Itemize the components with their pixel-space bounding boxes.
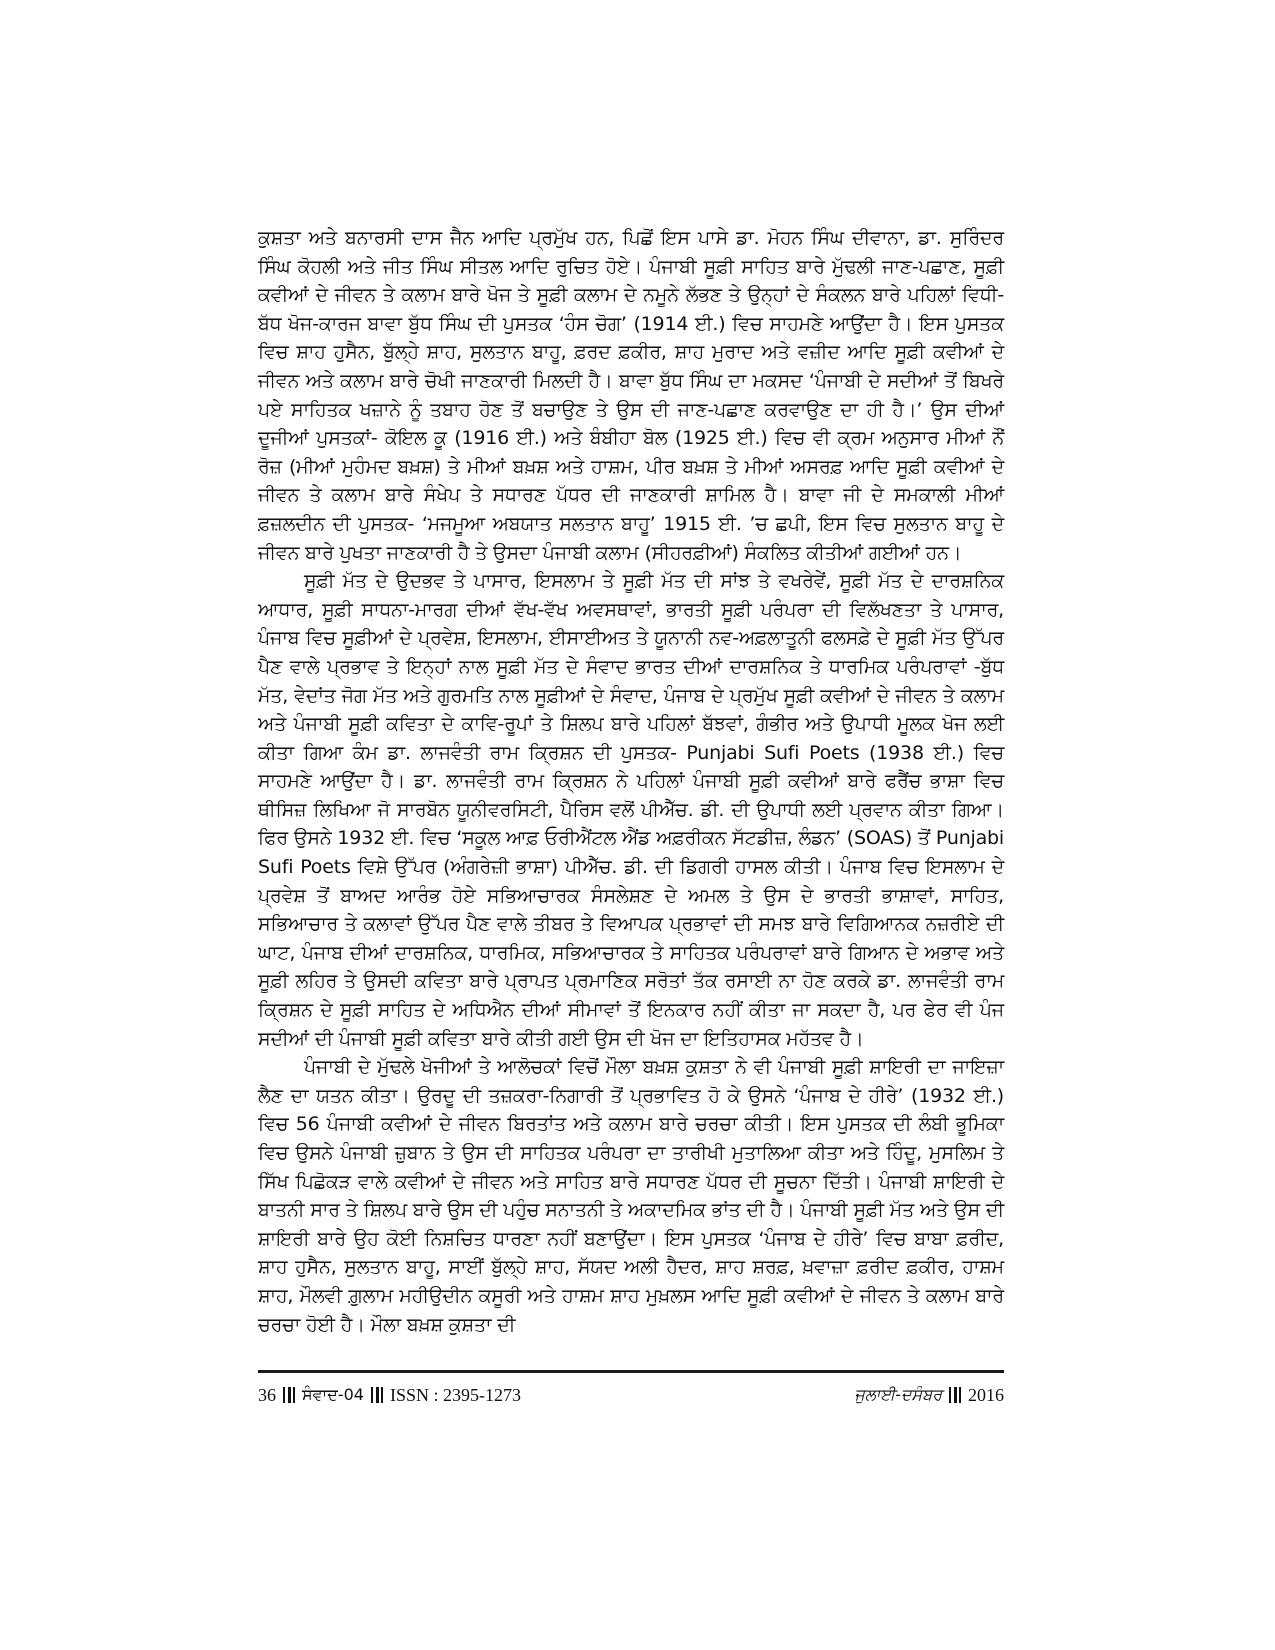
footer-left xyxy=(258,1385,521,1406)
paragraph-2: ਸੂਫ਼ੀ ਮੱਤ ਦੇ ਉਦਭਵ ਤੇ ਪਾਸਾਰ, ਇਸਲਾਮ ਤੇ ਸੂਫ਼ੀ ਮੱਤ ਦੀ ਸਾਂਝ ਤੇ ਵਖਰੇਵੇਂ, ਸੂਫ਼ੀ ਮੱਤ ਦੇ ਦਾਰਸ਼ਨਿਕ ਆਧਾਰ, ਸੂਫ਼ੀ ਸਾਧਨਾ-ਮਾਰਗ ਦੀਆਂ ਵੱਖ-ਵੱਖ ਅਵਸਥਾਵਾਂ, ਭਾਰਤੀ ਸੂਫ਼ੀ ਪਰੰਪਰਾ ਦੀ ਵਿਲੱਖਣਤਾ ਤੇ ਪਾਸਾਰ, ਪੰਜਾਬ ਵਿਚ ਸੂਫ਼ੀਆਂ ਦੇ ਪ੍ਰਵੇਸ਼, ਇਸਲਾਮ, ਈਸਾਈਅਤ ਤੇ ਯੂਨਾਨੀ ਨਵ-ਅਫ਼ਲਾਤੂਨੀ ਫਲਸਫ਼ੇ ਦੇ ਸੂਫ਼ੀ ਮੱਤ ਉੱਪਰ ਪੈਣ ਵਾਲੇ ਪ੍ਰਭਾਵ ਤੇ ਇਨ੍ਹਾਂ ਨਾਲ ਸੂਫ਼ੀ ਮੱਤ ਦੇ ਸੰਵਾਦ ਭਾਰਤ ਦੀਆਂ ਦਾਰਸ਼ਨਿਕ ਤੇ ਧਾਰਮਿਕ ਪਰੰਪਰਾਵਾਂ -ਬੁੱਧ ਮੱਤ, ਵੇਦਾਂਤ ਜੋਗ ਮੱਤ ਅਤੇ ਗੁਰਮਤਿ ਨਾਲ ਸੂਫ਼ੀਆਂ ਦੇ ਸੰਵਾਦ, ਪੰਜਾਬ ਦੇ ਪ੍ਰਮੁੱਖ ਸੂਫ਼ੀ ਕਵੀਆਂ ਦੇ ਜੀਵਨ ਤੇ ਕਲਾਮ ਅਤੇ ਪੰਜਾਬੀ ਸੂਫ਼ੀ ਕਵਿਤਾ ਦੇ ਕਾਵਿ-ਰੂਪਾਂ ਤੇ ਸ਼ਿਲਪ ਬਾਰੇ ਪਹਿਲਾਂ ਬੱਝਵਾਂ, ਗੰਭੀਰ ਅਤੇ ਉਪਾਧੀ ਮੂਲਕ ਖੋਜ ਲਈ ਕੀਤਾ ਗਿਆ ਕੰਮ ਡਾ. ਲਾਜਵੰਤੀ ਰਾਮ ਕ੍ਰਿਸ਼ਨ ਦੀ ਪੁਸਤਕ- Punjabi Sufi Poets (1938 ਈ.) ਵਿਚ ਸਾਹਮਣੇ ਆਉਂਦਾ ਹੈ। ਡਾ. ਲਾਜਵੰਤੀ ਰਾਮ ਕ੍ਰਿਸ਼ਨ ਨੇ ਪਹਿਲਾਂ ਪੰਜਾਬੀ ਸੂਫ਼ੀ ਕਵੀਆਂ ਬਾਰੇ ਫਰੈਂਚ ਭਾਸ਼ਾ ਵਿਚ ਥੀਸਿਜ਼ ਲਿਖਿਆ ਜੋ ਸਾਰਬੋਨ ਯੂਨੀਵਰਸਿਟੀ, ਪੈਰਿਸ ਵਲੋਂ ਪੀਐੱਚ. ਡੀ. ਦੀ ਉਪਾਧੀ ਲਈ ਪ੍ਰਵਾਨ ਕੀਤਾ ਗਿਆ। ਫਿਰ ਉਸਨੇ 1932 ਈ. ਵਿਚ ‘ਸਕੂਲ ਆਫ਼ ਓਰੀਐਂਟਲ ਐਂਡ ਅਫ਼ਰੀਕਨ ਸੱਟਡੀਜ਼, ਲੰਡਨ’ (SOAS) ਤੋਂ Punjabi Sufi Poets ਵਿਸ਼ੇ ਉੱਪਰ (ਅੰਗਰੇਜ਼ੀ ਭਾਸ਼ਾ) ਪੀਐੱਚ. ਡੀ. ਦੀ ਡਿਗਰੀ ਹਾਸਲ ਕੀਤੀ। ਪੰਜਾਬ ਵਿਚ ਇਸਲਾਮ ਦੇ ਪ੍ਰਵੇਸ਼ ਤੋਂ ਬਾਅਦ ਆਰੰਭ ਹੋਏ ਸਭਿਆਚਾਰਕ ਸੰਸਲੇਸ਼ਣ ਦੇ ਅਮਲ ਤੇ ਉਸ ਦੇ ਭਾਰਤੀ ਭਾਸ਼ਾਵਾਂ, ਸਾਹਿਤ, ਸਭਿਆਚਾਰ ਤੇ ਕਲਾਵਾਂ ਉੱਪਰ ਪੈਣ ਵਾਲੇ ਤੀਬਰ ਤੇ ਵਿਆਪਕ ਪ੍ਰਭਾਵਾਂ ਦੀ ਸਮਝ ਬਾਰੇ ਵਿਗਿਆਨਕ ਨਜ਼ਰੀਏ ਦੀ ਘਾਟ, ਪੰਜਾਬ ਦੀਆਂ ਦਾਰਸ਼ਨਿਕ, ਧਾਰਮਿਕ, ਸਭਿਆਚਾਰਕ ਤੇ ਸਾਹਿਤਕ ਪਰੰਪਰਾਵਾਂ ਬਾਰੇ ਗਿਆਨ ਦੇ ਅਭਾਵ ਅਤੇ ਸੂਫ਼ੀ ਲਹਿਰ ਤੇ ਉਸਦੀ ਕਵਿਤਾ ਬਾਰੇ ਪ੍ਰਾਪਤ ਪ੍ਰਮਾਣਿਕ ਸਰੋਤਾਂ ਤੱਕ ਰਸਾਈ ਨਾ ਹੋਣ ਕਰਕੇ ਡਾ. ਲਾਜਵੰਤੀ ਰਾਮ ਕ੍ਰਿਸ਼ਨ ਦੇ ਸੂਫ਼ੀ ਸਾਹਿਤ ਦੇ ਅਧਿਐਨ ਦੀਆਂ ਸੀਮਾਵਾਂ ਤੋਂ ਇਨਕਾਰ ਨਹੀਂ ਕੀਤਾ ਜਾ ਸਕਦਾ ਹੈ, ਪਰ ਫੇਰ ਵੀ ਪੰਜ ਸਦੀਆਂ ਦੀ ਪੰਜਾਬੀ ਸੂਫ਼ੀ ਕਵਿਤਾ ਬਾਰੇ ਕੀਤੀ ਗਈ ਉਸ ਦੀ ਖੋਜ ਦਾ ਇਤਿਹਾਸਕ ਮਹੱਤਵ ਹੈ। xyxy=(258,570,1004,1050)
footer-divider xyxy=(258,1370,1004,1373)
separator-icon xyxy=(949,1387,961,1403)
paragraph-3: ਪੰਜਾਬੀ ਦੇ ਮੁੱਢਲੇ ਖੋਜੀਆਂ ਤੇ ਆਲੋਚਕਾਂ ਵਿਚੋਂ ਮੌਲਾ ਬਖ਼ਸ਼ ਕੁਸ਼ਤਾ ਨੇ ਵੀ ਪੰਜਾਬੀ ਸੂਫ਼ੀ ਸ਼ਾਇਰੀ ਦਾ ਜਾਇਜ਼ਾ ਲੈਣ ਦਾ ਯਤਨ ਕੀਤਾ। ਉਰਦੂ ਦੀ ਤਜ਼ਕਰਾ-ਨਿਗਾਰੀ ਤੋਂ ਪ੍ਰਭਾਵਿਤ ਹੋ ਕੇ ਉਸਨੇ ‘ਪੰਜਾਬ ਦੇ ਹੀਰੇ’ (1932 ਈ.) ਵਿਚ 56 ਪੰਜਾਬੀ ਕਵੀਆਂ ਦੇ ਜੀਵਨ ਬਿਰਤਾਂਤ ਅਤੇ ਕਲਾਮ ਬਾਰੇ ਚਰਚਾ ਕੀਤੀ। ਇਸ ਪੁਸਤਕ ਦੀ ਲੰਬੀ ਭੂਮਿਕਾ ਵਿਚ ਉਸਨੇ ਪੰਜਾਬੀ ਜ਼ੁਬਾਨ ਤੇ ਉਸ ਦੀ ਸਾਹਿਤਕ ਪਰੰਪਰਾ ਦਾ ਤਾਰੀਖੀ ਮੁਤਾਲਿਆ ਕੀਤਾ ਅਤੇ ਹਿੰਦੂ, ਮੁਸਲਿਮ ਤੇ ਸਿੱਖ ਪਿਛੋਕੜ ਵਾਲੇ ਕਵੀਆਂ ਦੇ ਜੀਵਨ ਅਤੇ ਸਾਹਿਤ ਬਾਰੇ ਸਧਾਰਣ ਪੱਧਰ ਦੀ ਸੂਚਨਾ ਦਿੱਤੀ। ਪੰਜਾਬੀ ਸ਼ਾਇਰੀ ਦੇ ਬਾਤਨੀ ਸਾਰ ਤੇ ਸ਼ਿਲਪ ਬਾਰੇ ਉਸ ਦੀ ਪਹੁੰਚ ਸਨਾਤਨੀ ਤੇ ਅਕਾਦਮਿਕ ਭਾਂਤ ਦੀ ਹੈ। ਪੰਜਾਬੀ ਸੂਫ਼ੀ ਮੱਤ ਅਤੇ ਉਸ ਦੀ ਸ਼ਾਇਰੀ ਬਾਰੇ ਉਹ ਕੋਈ ਨਿਸ਼ਚਿਤ ਧਾਰਣਾ ਨਹੀਂ ਬਣਾਉਂਦਾ। ਇਸ ਪੁਸਤਕ ‘ਪੰਜਾਬ ਦੇ ਹੀਰੇ’ ਵਿਚ ਬਾਬਾ ਫ਼ਰੀਦ, ਸ਼ਾਹ ਹੁਸੈਨ, ਸੁਲਤਾਨ ਬਾਹੂ, ਸਾਈਂ ਬੁੱਲ੍ਹੇ ਸ਼ਾਹ, ਸੱਯਦ ਅਲੀ ਹੈਦਰ, ਸ਼ਾਹ ਸ਼ਰਫ਼, ਖ਼ਵਾਜ਼ਾ ਫ਼ਰੀਦ ਫ਼ਕੀਰ, ਹਾਸ਼ਮ ਸ਼ਾਹ, ਮੌਲਵੀ ਗ਼ੁਲਾਮ ਮਹੀਉਦੀਨ ਕਸੂਰੀ ਅਤੇ ਹਾਸ਼ਮ ਸ਼ਾਹ ਮੁਖ਼ਲਸ ਆਦਿ ਸੂਫ਼ੀ ਕਵੀਆਂ ਦੇ ਜੀਵਨ ਤੇ ਕਲਾਮ ਬਾਰੇ ਚਰਚਾ ਹੋਈ ਹੈ। ਮੌਲਾ ਬਖ਼ਸ਼ ਕੁਸ਼ਤਾ ਦੀ xyxy=(258,1056,1004,1336)
separator-icon xyxy=(283,1387,295,1403)
page-footer xyxy=(258,1380,1004,1410)
footer-right xyxy=(854,1385,1004,1406)
issue-year: 2016 xyxy=(968,1384,1004,1405)
issn: ISSN : 2395-1273 xyxy=(389,1384,521,1405)
article-body xyxy=(258,224,1004,1339)
journal-name: ਸੰਵਾਦ-04 xyxy=(302,1385,364,1404)
separator-icon xyxy=(371,1387,383,1403)
paragraph-1: ਕੁਸ਼ਤਾ ਅਤੇ ਬਨਾਰਸੀ ਦਾਸ ਜੈਨ ਆਦਿ ਪ੍ਰਮੁੱਖ ਹਨ, ਪਿਛੋਂ ਇਸ ਪਾਸੇ ਡਾ. ਮੋਹਨ ਸਿੰਘ ਦੀਵਾਨਾ, ਡਾ. ਸੁਰਿੰਦਰ ਸਿੰਘ ਕੋਹਲੀ ਅਤੇ ਜੀਤ ਸਿੰਘ ਸੀਤਲ ਆਦਿ ਰੁਚਿਤ ਹੋਏ। ਪੰਜਾਬੀ ਸੂਫ਼ੀ ਸਾਹਿਤ ਬਾਰੇ ਮੁੱਢਲੀ ਜਾਣ-ਪਛਾਣ, ਸੂਫ਼ੀ ਕਵੀਆਂ ਦੇ ਜੀਵਨ ਤੇ ਕਲਾਮ ਬਾਰੇ ਖੋਜ ਤੇ ਸੂਫ਼ੀ ਕਲਾਮ ਦੇ ਨਮੂਨੇ ਲੱਭਣ ਤੇ ਉਨ੍ਹਾਂ ਦੇ ਸੰਕਲਨ ਬਾਰੇ ਪਹਿਲਾਂ ਵਿਧੀ-ਬੱਧ ਖੋਜ-ਕਾਰਜ ਬਾਵਾ ਬੁੱਧ ਸਿੰਘ ਦੀ ਪੁਸਤਕ ‘ਹੰਸ ਚੋਗ’ (1914 ਈ.) ਵਿਚ ਸਾਹਮਣੇ ਆਉਂਦਾ ਹੈ। ਇਸ ਪੁਸਤਕ ਵਿਚ ਸ਼ਾਹ ਹੁਸੈਨ, ਬੁੱਲ੍ਹੇ ਸ਼ਾਹ, ਸੁਲਤਾਨ ਬਾਹੂ, ਫ਼ਰਦ ਫ਼ਕੀਰ, ਸ਼ਾਹ ਮੁਰਾਦ ਅਤੇ ਵਜ਼ੀਦ ਆਦਿ ਸੂਫ਼ੀ ਕਵੀਆਂ ਦੇ ਜੀਵਨ ਅਤੇ ਕਲਾਮ ਬਾਰੇ ਚੋਖੀ ਜਾਣਕਾਰੀ ਮਿਲਦੀ ਹੈ। ਬਾਵਾ ਬੁੱਧ ਸਿੰਘ ਦਾ ਮਕਸਦ ‘ਪੰਜਾਬੀ ਦੇ ਸਦੀਆਂ ਤੋਂ ਬਿਖਰੇ ਪਏ ਸਾਹਿਤਕ ਖਜ਼ਾਨੇ ਨੂੰ ਤਬਾਹ ਹੋਣ ਤੋਂ ਬਚਾਉਣ ਤੇ ਉਸ ਦੀ ਜਾਣ-ਪਛਾਣ ਕਰਵਾਉਣ ਦਾ ਹੀ ਹੈ।’ ਉਸ ਦੀਆਂ ਦੂਜੀਆਂ ਪੁਸਤਕਾਂ- ਕੋਇਲ ਕੂ (1916 ਈ.) ਅਤੇ ਬੰਬੀਹਾ ਬੋਲ (1925 ਈ.) ਵਿਚ ਵੀ ਕ੍ਰਮ ਅਨੁਸਾਰ ਮੀਆਂ ਨੌਂ ਰੋਜ਼ (ਮੀਆਂ ਮੁਹੰਮਦ ਬਖ਼ਸ਼) ਤੇ ਮੀਆਂ ਬਖ਼ਸ਼ ਅਤੇ ਹਾਸ਼ਮ, ਪੀਰ ਬਖ਼ਸ਼ ਤੇ ਮੀਆਂ ਅਸਰਫ਼ ਆਦਿ ਸੂਫ਼ੀ ਕਵੀਆਂ ਦੇ ਜੀਵਨ ਤੇ ਕਲਾਮ ਬਾਰੇ ਸੰਖੇਪ ਤੇ ਸਧਾਰਣ ਪੱਧਰ ਦੀ ਜਾਣਕਾਰੀ ਸ਼ਾਮਿਲ ਹੈ। ਬਾਵਾ ਜੀ ਦੇ ਸਮਕਾਲੀ ਮੀਆਂ ਫ਼ਜ਼ਲਦੀਨ ਦੀ ਪੁਸਤਕ- ‘ਮਜਮੂਆ ਅਬਯਾਤ ਸਲਤਾਨ ਬਾਹੂ’ 1915 ਈ. ’ਚ ਛਪੀ, ਇਸ ਵਿਚ ਸੁਲਤਾਨ ਬਾਹੂ ਦੇ ਜੀਵਨ ਬਾਰੇ ਪੁਖਤਾ ਜਾਣਕਾਰੀ ਹੈ ਤੇ ਉਸਦਾ ਪੰਜਾਬੀ ਕਲਾਮ (ਸੀਹਰਫ਼ੀਆਂ) ਸੰਕਲਿਤ ਕੀਤੀਆਂ ਗਈਆਂ ਹਨ। xyxy=(258,227,1004,564)
issue-period: ਜੁਲਾਈ-ਦਸੰਬਰ xyxy=(854,1385,942,1404)
page-number: 36 xyxy=(258,1384,276,1405)
